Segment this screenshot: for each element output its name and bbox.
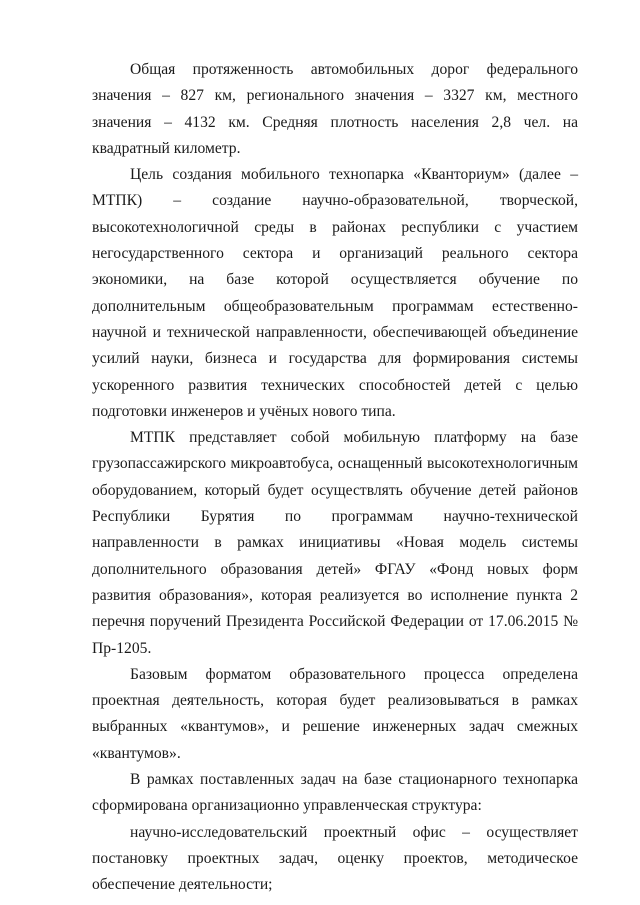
paragraph-research-office: научно-исследовательский проектный офис – осуществляет постановку проектных задач, оценку проектов, методическое обеспечение деятельности; bbox=[92, 823, 578, 894]
paragraph-road-length: Общая протяженность автомобильных дорог федерального значения – 827 км, регионального значения – 3327 км, местного значения – 4132 км. Средняя плотность населения 2,8 чел. на квадратный километр. bbox=[92, 61, 578, 157]
paragraph-mtpk-description: МТПК представляет собой мобильную платформу на базе грузопассажирского микроавтобуса, оснащенный высокотехнологичным оборудованием, который будет осуществлять обучение детей районов Республики Бурятия по программам научно-технической направленности в рамках инициативы «Новая модель системы дополнительного образования детей» ФГАУ «Фонд новых форм развития образования», которая реализуется во исполнение пункта 2 перечня поручений Президента Российской Федерации от 17.06.2015 № Пр-1205. bbox=[92, 429, 578, 657]
paragraph-project-activity: Базовым форматом образовательного процесса определена проектная деятельность, которая будет реализовываться в рамках выбранных «квантумов», и решение инженерных задач смежных «квантумов». bbox=[92, 665, 578, 762]
paragraph-technopark-goal: Цель создания мобильного технопарка «Кванториум» (далее – МТПК) – создание научно-образовательной, творческой, высокотехнологичной среды в районах республики с участием негосударственного сектора и организаций реального сектора экономики, на базе которой осуществляется обучение по дополнительным общеобразовательным программам естественно-научной и технической направленности, обеспечивающей объединение усилий науки, бизнеса и государства для формирования системы ускоренного развития технических способностей детей с целью подготовки инженеров и учёных нового типа. bbox=[92, 166, 578, 420]
document-body bbox=[92, 57, 578, 899]
paragraph-management-structure: В рамках поставленных задач на базе стационарного технопарка сформирована организационно управленческая структура: bbox=[92, 771, 578, 815]
